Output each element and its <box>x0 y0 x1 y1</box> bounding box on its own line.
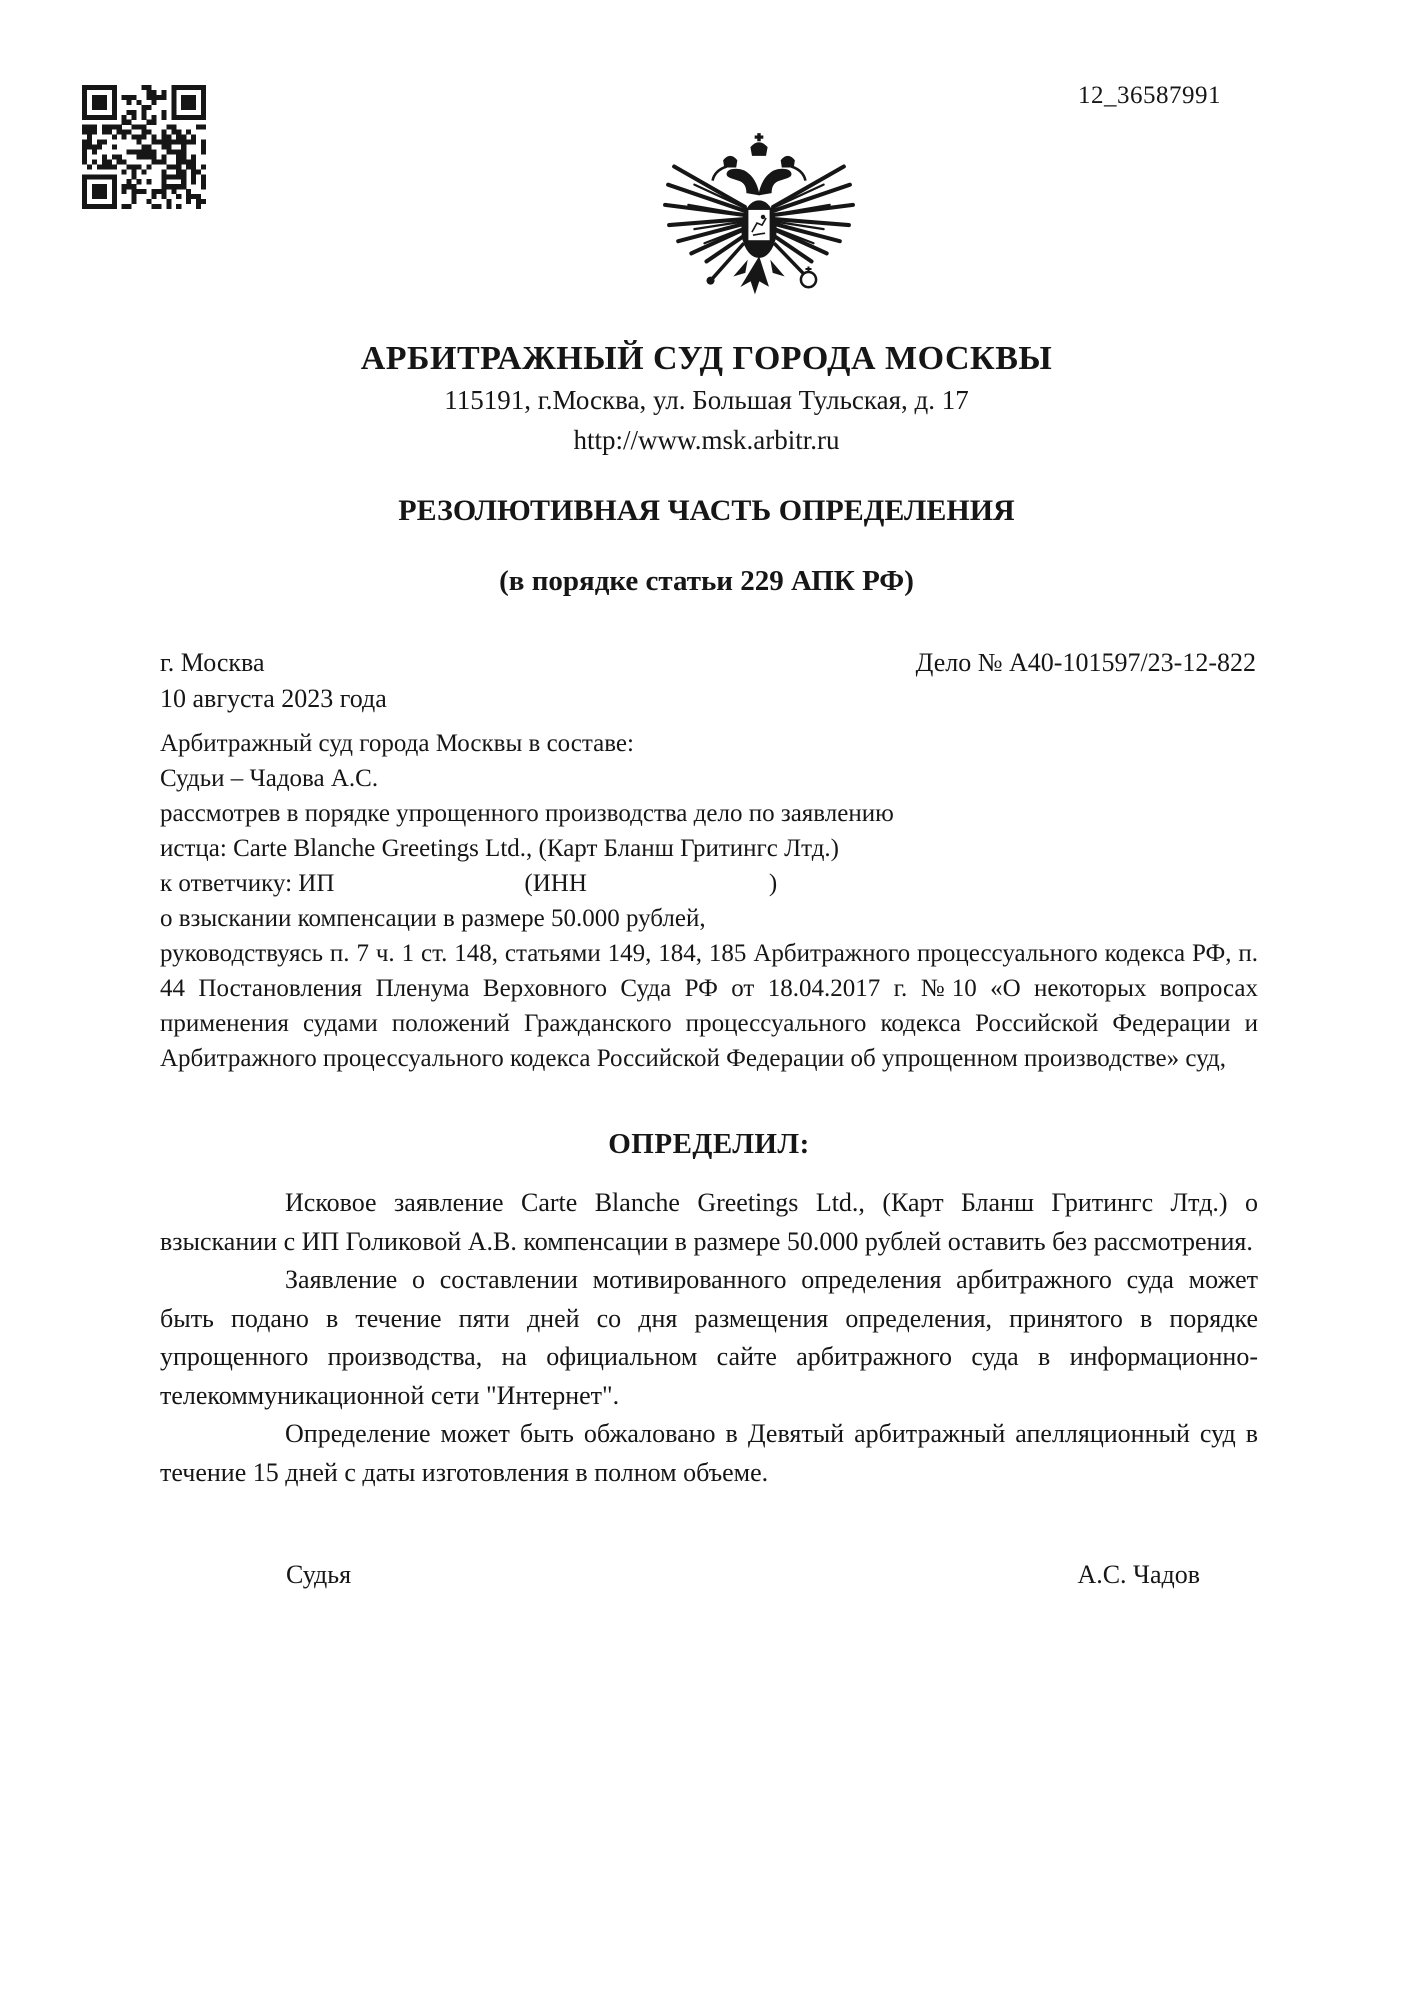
document-subtitle: (в порядке статьи 229 АПК РФ) <box>499 565 914 597</box>
signature-row <box>286 1560 1200 1590</box>
document-title: РЕЗОЛЮТИВНАЯ ЧАСТЬ ОПРЕДЕЛЕНИЯ <box>398 494 1015 527</box>
ruling-paragraph: Заявление о составлении мотивированного определения арбитражного суда может быть подано в течение пяти дней со дня размещения определения, принятого в порядке упрощенного производства, на официальном сайте арбитражного суда в информационно-телекоммуникационной сети "Интернет". <box>160 1265 1258 1410</box>
case-row <box>160 648 1256 678</box>
signature-role: Судья <box>286 1560 352 1589</box>
defendant-prefix: к ответчику: ИП <box>160 870 335 897</box>
procedure-line: рассмотрев в порядке упрощенного производства дело по заявлению <box>160 800 894 827</box>
claim-line: о взыскании компенсации в размере 50.000 рублей, <box>160 905 706 932</box>
inn-close: ) <box>768 870 778 897</box>
court-name: АРБИТРАЖНЫЙ СУД ГОРОДА МОСКВЫ <box>360 340 1053 377</box>
doc-number: 12_36587991 <box>1078 82 1221 109</box>
decision-date: 10 августа 2023 года <box>160 684 387 713</box>
intro-block <box>160 726 1258 1076</box>
court-header <box>0 338 1413 460</box>
ruling-block <box>160 1184 1258 1492</box>
russian-coat-of-arms-icon <box>658 130 860 306</box>
case-number: Дело № А40-101597/23-12-822 <box>915 648 1256 677</box>
ruling-heading: ОПРЕДЕЛИЛ: <box>608 1128 810 1160</box>
court-address: 115191, г.Москва, ул. Большая Тульская, д. 17 <box>444 385 969 415</box>
qr-code <box>82 85 206 209</box>
plaintiff-line: истца: Carte Blanche Greetings Ltd., (Карт Бланш Гритингс Лтд.) <box>160 835 840 862</box>
city-label: г. Москва <box>160 648 265 677</box>
inn-open: (ИНН <box>524 870 587 897</box>
ruling-basis: руководствуясь п. 7 ч. 1 ст. 148, статьями 149, 184, 185 Арбитражного процессуального кодекса РФ, п. 44 Постановления Пленума Верховного Суда РФ от 18.04.2017 г. №10 «О некоторых вопросах применения судами положений Гражданского процессуального кодекса Российской Федерации и Арбитражного процессуального кодекса Российской Федерации об упрощенном производстве» суд, <box>160 940 1258 1072</box>
judge-line: Судьи – Чадова А.С. <box>160 765 379 792</box>
ruling-paragraph: Исковое заявление Carte Blanche Greetings Ltd., (Карт Бланш Гритингс Лтд.) о взыскании с ИП Голиковой А.В. компенсации в размере 50.000 рублей оставить без рассмотрения. <box>160 1188 1258 1256</box>
court-website: http://www.msk.arbitr.ru <box>573 425 840 455</box>
signature-name: А.С. Чадов <box>1077 1560 1200 1589</box>
defendant-line <box>160 866 1258 901</box>
court-composition-line: Арбитражный суд города Москвы в составе: <box>160 730 634 757</box>
ruling-paragraph: Определение может быть обжаловано в Девятый арбитражный апелляционный суд в течение 15 дней с даты изготовления в полном объеме. <box>160 1419 1258 1487</box>
